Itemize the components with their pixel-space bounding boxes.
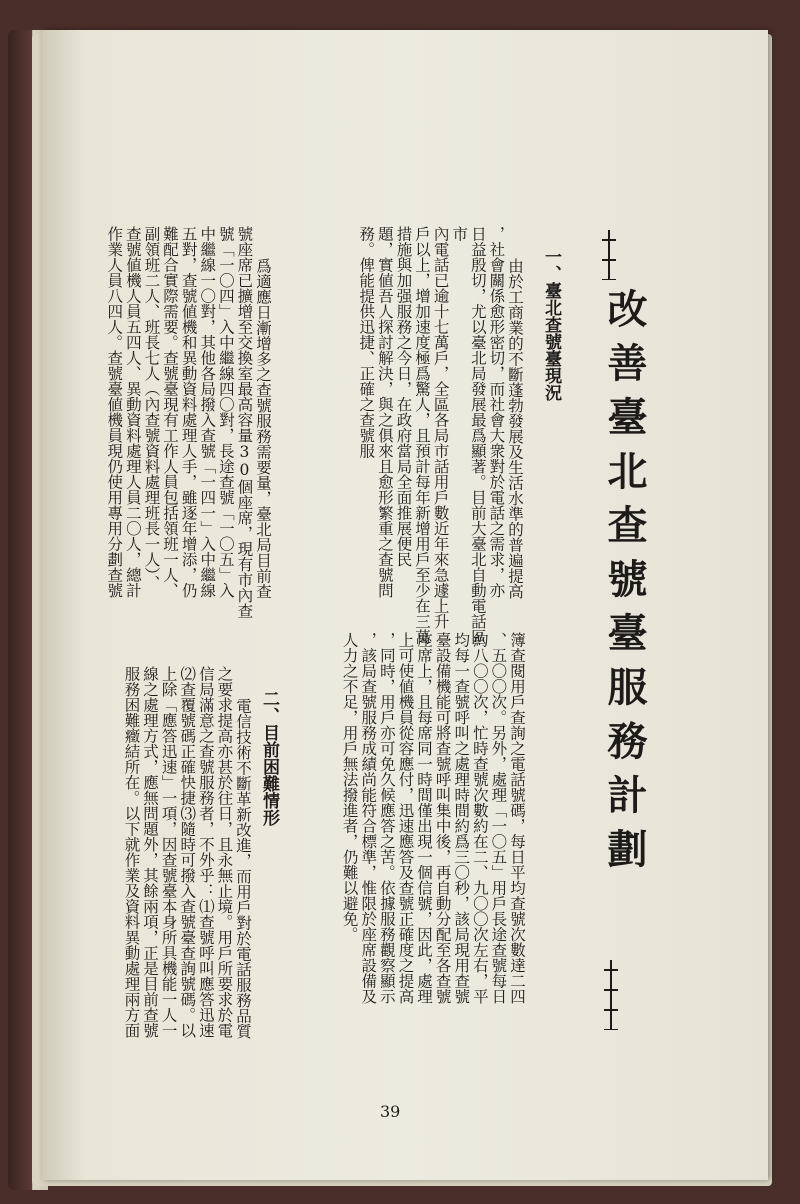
- text-line: 之要求提高亦甚於往日，且永無止境。用戶所要求於電: [215, 666, 234, 1038]
- text-line: 電信技術不斷革新改進，而用戶對於電話服務品質: [234, 698, 252, 1039]
- section-2-heading: 二、目前困難情形: [259, 690, 279, 826]
- text-line: 座席上，且每席同一時間僅出現一個信號，因此，處理: [415, 632, 434, 1004]
- page-number: 39: [380, 1102, 401, 1121]
- section-1-paragraph-2: [82, 226, 272, 646]
- text-line: 措施與加强服務之今日，在政府當局全面推展便民: [394, 226, 413, 567]
- text-line: 服務困難癥結所在。以下就作業及資料異動處理兩方面: [122, 666, 141, 1038]
- text-line: 戶以上，增加速度極爲驚人，且預計每年新增用戶至少在三萬: [413, 226, 432, 645]
- page-title: 改善臺北查號臺服務計劃: [601, 288, 648, 882]
- text-line: 約八〇〇次，忙時查號次數約在二、九〇〇次左右，平: [470, 632, 489, 1004]
- text-line: 線之處理方式，應無問題外，其餘兩項，正是目前查號: [141, 666, 160, 1038]
- text-line: 題，實値吾人探討解決，與之俱來且愈形繁重之查號問: [375, 226, 394, 598]
- text-line: 難配合實際需要。查號臺現有工作人員包括領班一人、: [161, 226, 180, 598]
- text-line: 爲適應日漸增多之查號服務需要量，臺北局目前查: [254, 258, 272, 599]
- text-line: ⑵查覆號碼正確快捷⑶隨時可撥入查號臺查詢號碼。以: [178, 666, 197, 1038]
- title-decoration-bottom: [604, 960, 618, 1030]
- text-line: 、五〇〇次。另外，處理「一〇五」用戶長途查號每日: [489, 632, 508, 1004]
- text-line: 均每一查號呼叫之處理時間約爲三〇秒，該局現用查號: [452, 632, 471, 1004]
- title-decoration-top: [602, 230, 616, 280]
- text-line: 簿查閱用戶查詢之電話號碼，每日平均查號次數達二四: [508, 632, 526, 1004]
- text-line: 中繼線一〇對，其他各局撥入查號「一四一」入中繼線: [198, 226, 217, 598]
- text-line: 人力之不足，用戶無法撥進者，仍難以避免。: [340, 632, 359, 942]
- text-line: 五對，查號値機和異動資料處理人手，雖逐年增添，仍: [179, 226, 198, 598]
- section-1-paragraph-3: [296, 632, 526, 1052]
- document-page: [42, 30, 768, 1180]
- text-line: 內電話已逾十七萬戶，全區各局市話用戶數近年來急遽上升: [431, 226, 450, 629]
- text-line: 上可使値機員從容應付，迅速應答及查號正確度之提高: [396, 632, 415, 1004]
- section-1-paragraph-1: [284, 226, 524, 646]
- text-line: 日益殷切，尤以臺北局發展最爲顯著。目前大臺北自動電話區市: [450, 226, 487, 645]
- text-line: 由於工商業的不斷蓬勃發展及生活水準的普遍提高: [506, 258, 524, 599]
- text-line: ，該局查號服務成績尚能符合標準，惟限於座席設備及: [359, 632, 378, 1004]
- text-line: 上除「應答迅速」一項，因查號臺本身所具機能一人一: [159, 666, 178, 1038]
- text-line: ，同時，用戶亦可免久候應答之苦。依據服務觀察顯示: [377, 632, 396, 1004]
- text-line: 信局滿意之查號服務者，不外乎：⑴查號呼叫應答迅速: [196, 666, 215, 1038]
- text-line: 副領班二人、班長七人（內查號資料處理班長一人）、: [142, 226, 161, 591]
- text-line: 臺設備機能可將查號呼叫集中後，再自動分配至各查號: [433, 632, 452, 1004]
- text-line: ，社會關係愈形密切，而社會大衆對於電話之需求，亦: [487, 226, 506, 598]
- section-2-paragraph-1: [82, 666, 252, 1086]
- section-1-heading: 一、臺北查號臺現況: [541, 248, 561, 401]
- text-line: 作業人員八四人。查號臺値機員現仍使用專用分劃查號: [105, 226, 124, 598]
- text-line: 查號値機人員五四人、異動資料處理人員二〇人，總計: [123, 226, 142, 598]
- text-line: 號「一〇四」入中繼線四〇對，長途查號「一〇五」入: [216, 226, 235, 598]
- text-line: 務。俾能提供迅捷、正確之查號服: [357, 226, 376, 459]
- text-line: 號座席已擴增至交換室最高容量30個座席，現有市內查: [235, 226, 254, 619]
